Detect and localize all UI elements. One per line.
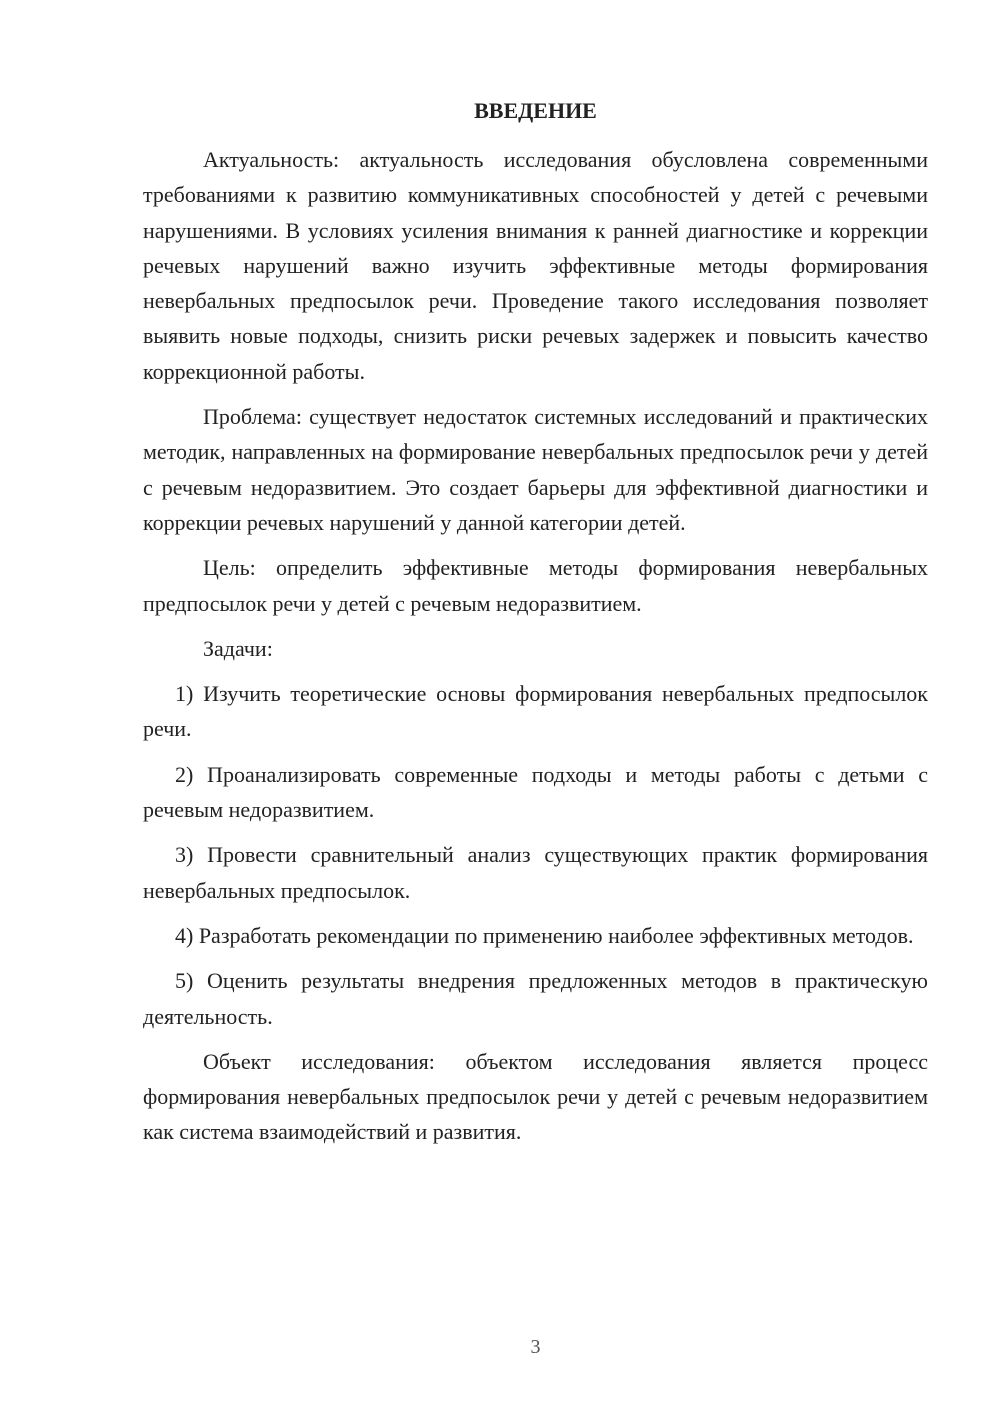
problem-paragraph: Проблема: существует недостаток системных исследований и практических методик, направленных на формирование невербальных предпосылок речи у детей с речевым недоразвитием. Это создает барьеры для эффективной диагностики и коррекции речевых нарушений у данной категории детей.	[143, 404, 928, 535]
document-page	[143, 0, 928, 1414]
list-item: 3) Провести сравнительный анализ существующих практик формирования невербальных предпосылок.	[143, 842, 928, 903]
page-number: 3	[530, 1336, 541, 1358]
tasks-list	[143, 676, 928, 1034]
tasks-heading: Задачи:	[203, 635, 273, 661]
goal-paragraph: Цель: определить эффективные методы формирования невербальных предпосылок речи у детей с речевым недоразвитием.	[143, 555, 928, 616]
list-item: 1) Изучить теоретические основы формирования невербальных предпосылок речи.	[143, 681, 928, 742]
list-item: 5) Оценить результаты внедрения предложенных методов в практическую деятельность.	[143, 968, 928, 1029]
document-body	[143, 142, 928, 1150]
list-item: 4) Разработать рекомендации по применению наиболее эффективных методов.	[175, 922, 914, 948]
page-title: ВВЕДЕНИЕ	[474, 98, 597, 123]
object-paragraph: Объект исследования: объектом исследования является процесс формирования невербальных предпосылок речи у детей с речевым недоразвитием как система взаимодействий и развития.	[143, 1048, 928, 1145]
relevance-paragraph: Актуальность: актуальность исследования обусловлена современными требованиями к развитию коммуникативных способностей у детей с речевыми нарушениями. В условиях усиления внимания к ранней диагностике и коррекции речевых нарушений важно изучить эффективные методы формирования невербальных предпосылок речи. Проведение такого исследования позволяет выявить новые подходы, снизить риски речевых задержек и повысить качество коррекционной работы.	[143, 147, 928, 384]
list-item: 2) Проанализировать современные подходы и методы работы с детьми с речевым недоразвитием.	[143, 761, 928, 823]
